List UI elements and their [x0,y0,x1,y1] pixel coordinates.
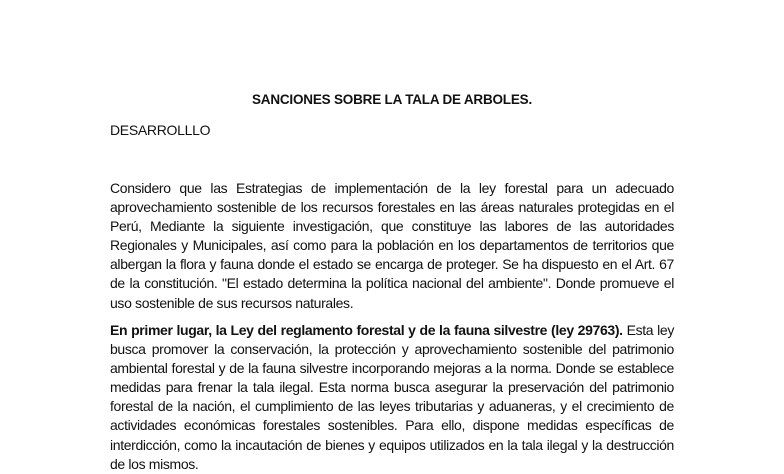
document-title: SANCIONES SOBRE LA TALA DE ARBOLES. [251,92,532,107]
paragraph-2-body: Esta ley busca promover la conservación, la protección y aprovechamiento sostenible del patrimonio ambiental forestal y de la fauna silvestre incorporando mejoras a la norma. Donde se establece medidas para frenar la tala ilegal. Esta norma busca asegurar la preservación del patrimonio forestal de la nación, el cumplimiento de las leyes tributarias y aduaneras, y el crecimiento de actividades económicas forestales sostenibles. Para ello, dispone medidas específicas de interdicción, como la incautación de bienes y equipos utilizados en la tala ilegal y la destrucción de los mismos. [110,322,674,472]
paragraph-2-lead: En primer lugar, la Ley del reglamento forestal y de la fauna silvestre (ley 29763). [110,322,623,338]
paragraph-1: Considero que las Estrategias de implementación de la ley forestal para un adecuado aprovechamiento sostenible de los recursos forestales en las áreas naturales protegidas en el Perú, Mediante la siguiente investigación, que constituye las labores de las autoridades Regionales y Municipales, así como para la población en los departamentos de territorios que albergan la flora y fauna donde el estado se encarga de proteger. Se ha dispuesto en el Art. 67 de la constitución. "El estado determina la política nacional del ambiente". Donde promueve el uso sostenible de sus recursos naturales. [110,180,674,311]
paragraph-2 [110,321,674,474]
section-heading: DESARROLLLO [110,122,211,138]
